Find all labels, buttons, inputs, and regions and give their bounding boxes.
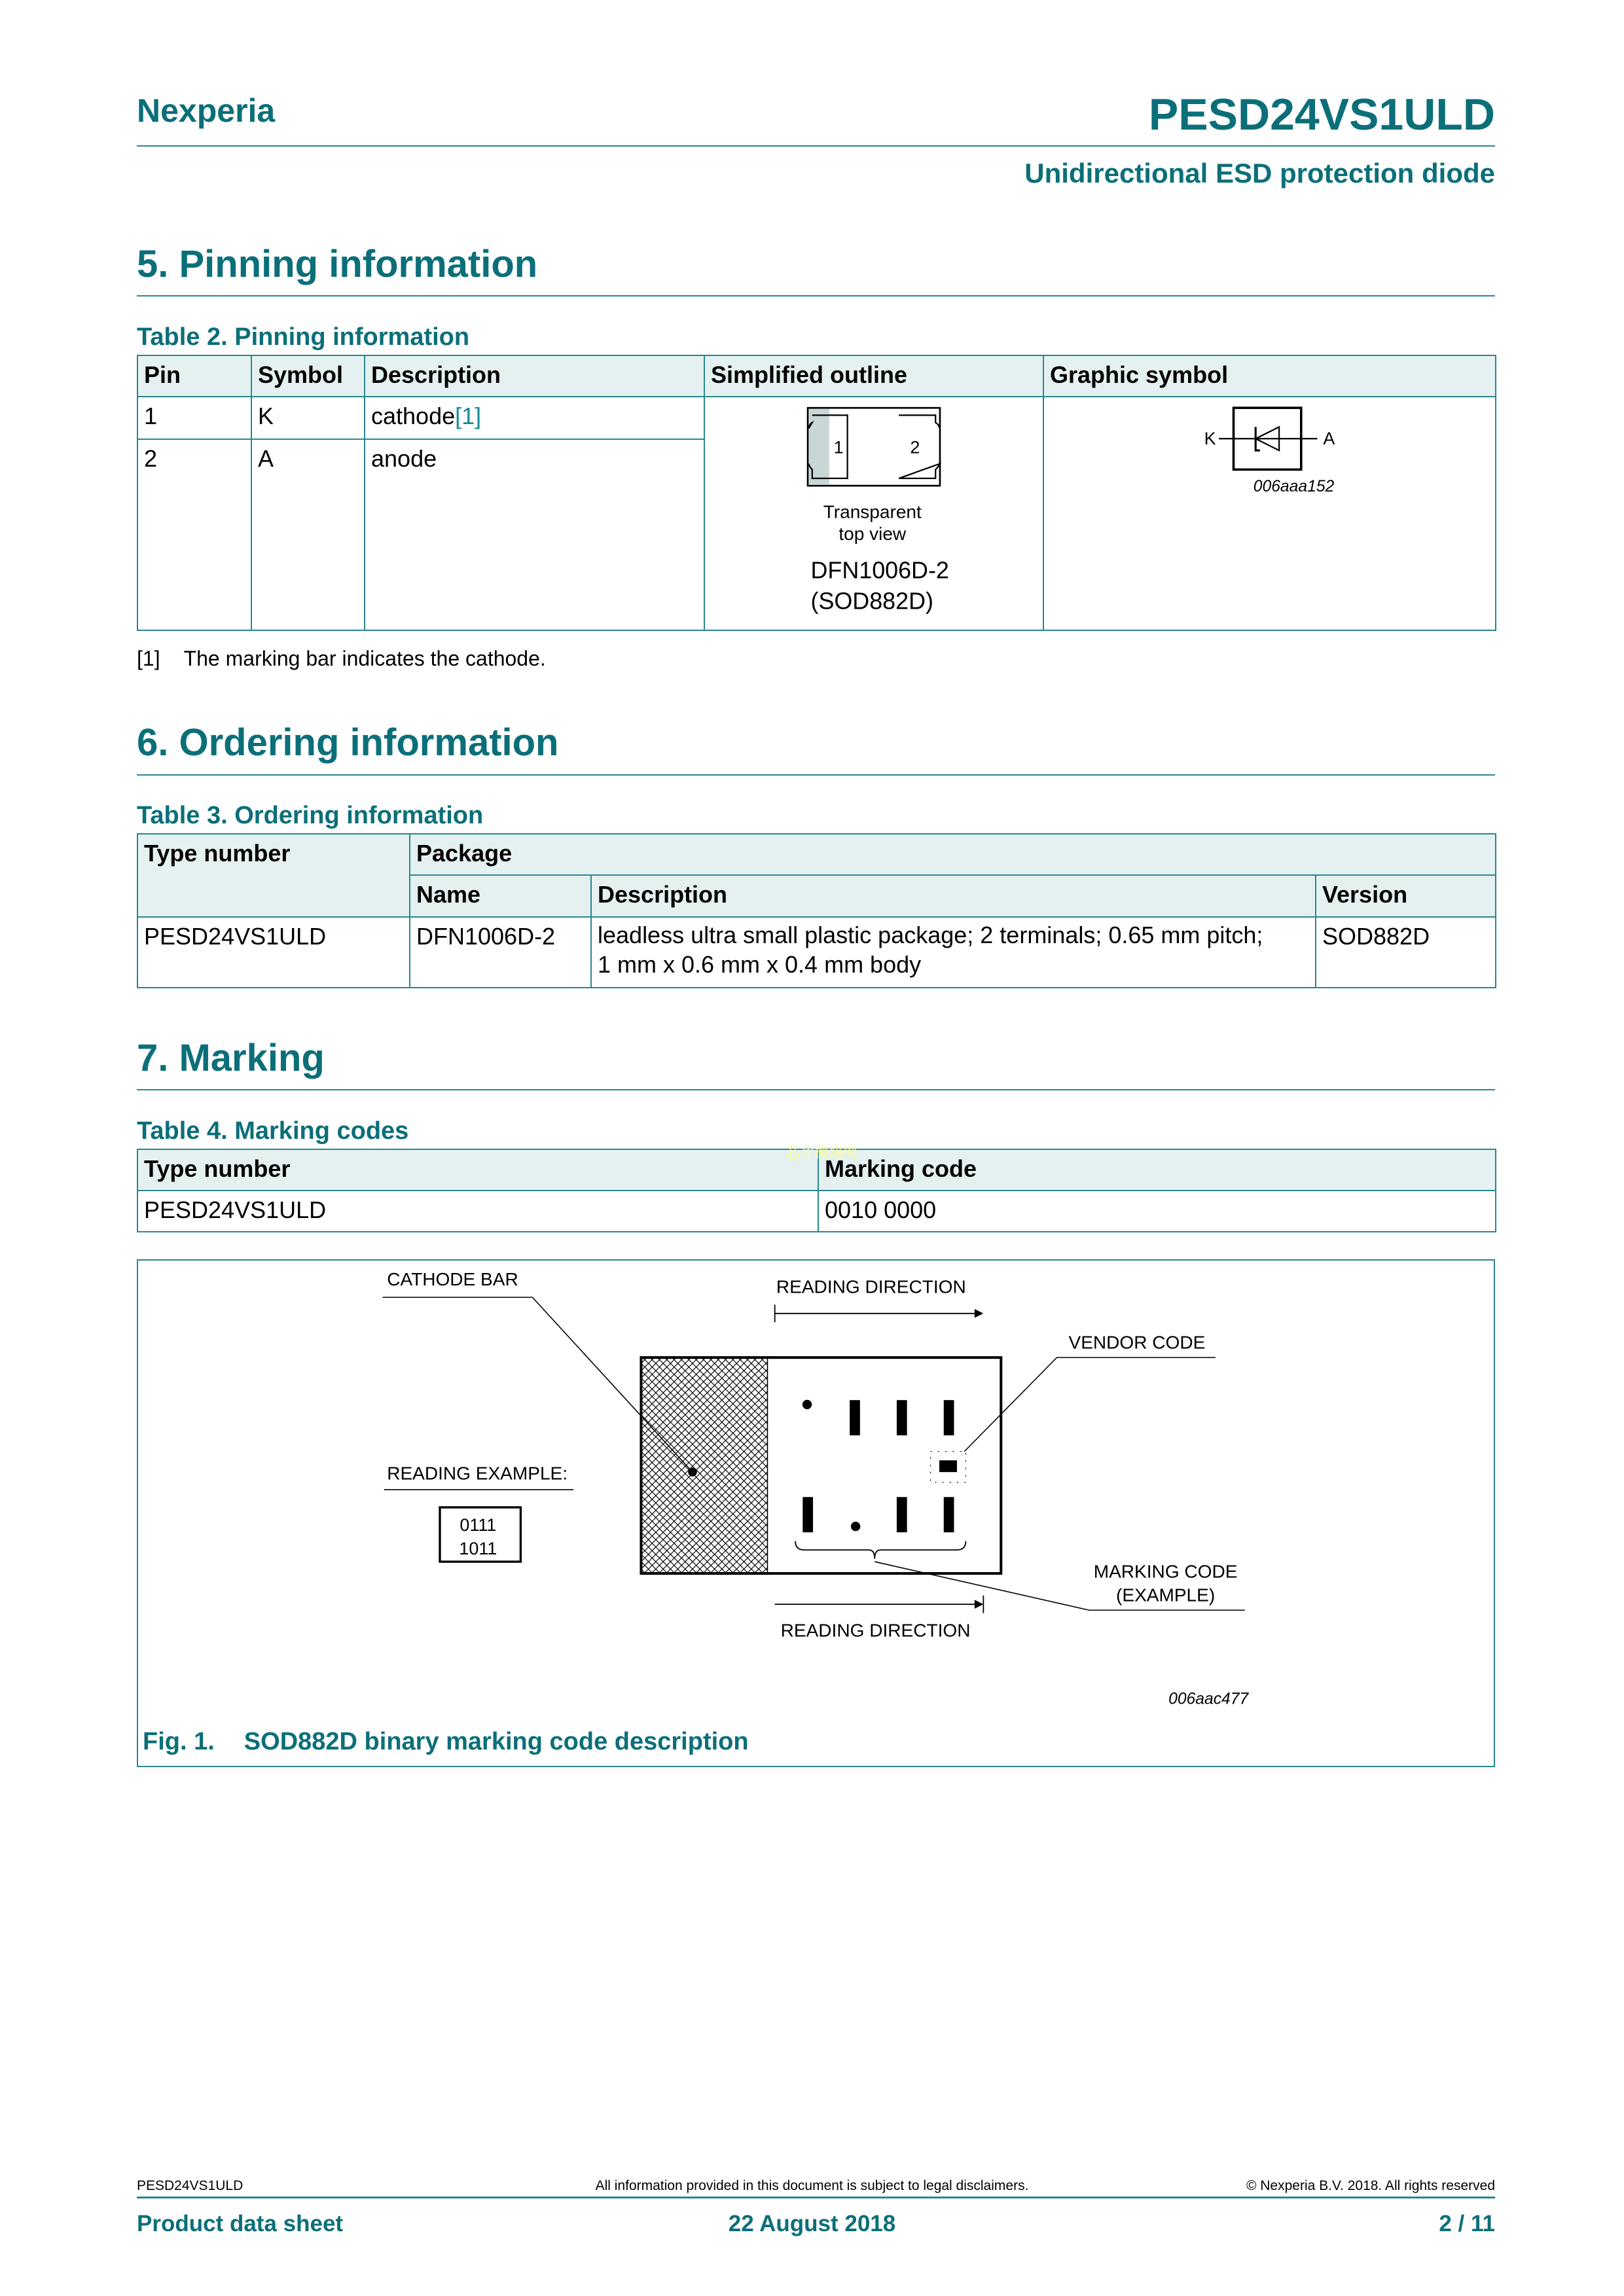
- footer-part-number: PESD24VS1ULD: [137, 2178, 244, 2193]
- brand-name: Nexperia: [137, 92, 276, 129]
- col-type-number: Type number: [137, 1149, 818, 1191]
- pin-cell: 2: [137, 439, 251, 630]
- vendor-code-mark: [939, 1460, 957, 1472]
- description-line-1: leadless ultra small plastic package; 2 terminals; 0.65 mm pitch;: [598, 922, 1263, 948]
- pinning-table: [137, 355, 1496, 631]
- package-outline-drawing: [705, 397, 1043, 621]
- col-name: Name: [410, 875, 591, 917]
- col-version: Version: [1316, 875, 1496, 917]
- footnote-text: The marking bar indicates the cathode.: [183, 647, 546, 670]
- bit-bar: [944, 1400, 954, 1435]
- example-line-1: 0111: [460, 1515, 497, 1535]
- pin-cell: 1: [137, 397, 251, 439]
- symbol-cell: A: [251, 439, 365, 630]
- bit-dot: [803, 1400, 812, 1409]
- view-label-2: top view: [839, 524, 907, 545]
- bit-dot: [851, 1522, 860, 1531]
- graphic-symbol-cell: [1043, 397, 1496, 630]
- footnote: [137, 647, 569, 671]
- description-line-2: 1 mm x 0.6 mm x 0.4 mm body: [598, 951, 922, 978]
- vendor-code-label: VENDOR CODE: [1068, 1332, 1206, 1353]
- col-type-number: Type number: [137, 834, 410, 917]
- col-description: Description: [591, 875, 1316, 917]
- watermark: 芯片模块网: [785, 1145, 858, 1161]
- reading-direction-bottom-label: READING DIRECTION: [780, 1620, 971, 1641]
- outline-cell: [704, 397, 1043, 630]
- description-text: cathode: [371, 403, 456, 429]
- bit-bar: [803, 1497, 813, 1532]
- bit-bar: [897, 1400, 907, 1435]
- symbol-cell: K: [251, 397, 365, 439]
- col-outline: Simplified outline: [704, 355, 1043, 397]
- type-number-cell: PESD24VS1ULD: [137, 1191, 818, 1232]
- figure-caption: [143, 1728, 778, 1756]
- cathode-bar-hatch: [641, 1357, 767, 1573]
- description-cell: anode: [365, 439, 704, 630]
- table-3-caption: Table 3. Ordering information: [137, 802, 484, 829]
- table-row: [137, 917, 1496, 988]
- bit-bar: [850, 1400, 860, 1435]
- col-package: Package: [410, 834, 1496, 875]
- diode-symbol-drawing: [1044, 397, 1495, 621]
- col-graphic-symbol: Graphic symbol: [1043, 355, 1496, 397]
- footer-page-number: 2 / 11: [1439, 2211, 1495, 2236]
- col-symbol: Symbol: [251, 355, 365, 397]
- reading-direction-top-label: READING DIRECTION: [776, 1276, 966, 1297]
- description-cell: [365, 397, 704, 439]
- bit-bar: [897, 1497, 907, 1532]
- footer-copyright: © Nexperia B.V. 2018. All rights reserved: [1246, 2178, 1495, 2193]
- figure-label: Fig. 1.: [143, 1728, 215, 1755]
- header-divider: [137, 145, 1495, 147]
- footnote-ref: [1]: [137, 647, 160, 670]
- col-description: Description: [365, 355, 704, 397]
- part-number-title: PESD24VS1ULD: [1148, 90, 1495, 139]
- table-2-caption: Table 2. Pinning information: [137, 323, 470, 351]
- package-description-cell: [591, 917, 1316, 988]
- table-row: [137, 1191, 1496, 1232]
- bit-bar: [944, 1497, 954, 1532]
- marking-code-cell: 0010 0000: [818, 1191, 1496, 1232]
- package-alt-name: (SOD882D): [810, 588, 933, 615]
- figure-code: 006aac477: [1168, 1690, 1249, 1708]
- section-7-heading: 7. Marking: [137, 1037, 325, 1079]
- section-divider: [137, 774, 1495, 776]
- document-subtitle: Unidirectional ESD protection diode: [1024, 158, 1495, 188]
- marking-code-label-2: (EXAMPLE): [1116, 1585, 1216, 1605]
- footer-date: 22 August 2018: [728, 2211, 896, 2236]
- footer-disclaimer: All information provided in this document is subject to legal disclaimers.: [595, 2178, 1029, 2193]
- figure-title: SOD882D binary marking code description: [244, 1728, 749, 1755]
- package-name-cell: DFN1006D-2: [410, 917, 591, 988]
- col-pin: Pin: [137, 355, 251, 397]
- section-divider: [137, 1089, 1495, 1090]
- footnote-link[interactable]: [1]: [455, 403, 482, 429]
- pad-1-label: 1: [833, 437, 844, 457]
- anode-label: A: [1323, 429, 1335, 449]
- table-4-caption: Table 4. Marking codes: [137, 1117, 409, 1145]
- example-line-2: 1011: [459, 1538, 497, 1558]
- ordering-table: [137, 833, 1496, 988]
- section-6-heading: 6. Ordering information: [137, 721, 559, 764]
- package-name: DFN1006D-2: [810, 557, 949, 584]
- cathode-bar-label: CATHODE BAR: [387, 1269, 518, 1290]
- reading-example-label: READING EXAMPLE:: [387, 1463, 568, 1484]
- col-marking-code: Marking code: [818, 1149, 1496, 1191]
- cathode-label: K: [1204, 429, 1216, 449]
- footer-divider: [137, 2197, 1495, 2198]
- table-row: [137, 397, 1496, 439]
- marking-code-label-1: MARKING CODE: [1093, 1561, 1238, 1582]
- type-number-cell: PESD24VS1ULD: [137, 917, 410, 988]
- section-divider: [137, 295, 1495, 296]
- figure-1-box: [137, 1259, 1495, 1767]
- marking-code-diagram: [138, 1261, 1494, 1766]
- pad-2-label: 2: [910, 437, 920, 457]
- view-label-1: Transparent: [823, 501, 922, 522]
- version-cell: SOD882D: [1316, 917, 1496, 988]
- section-5-heading: 5. Pinning information: [137, 243, 538, 285]
- footer-doc-type: Product data sheet: [137, 2211, 344, 2236]
- symbol-code: 006aaa152: [1253, 478, 1335, 496]
